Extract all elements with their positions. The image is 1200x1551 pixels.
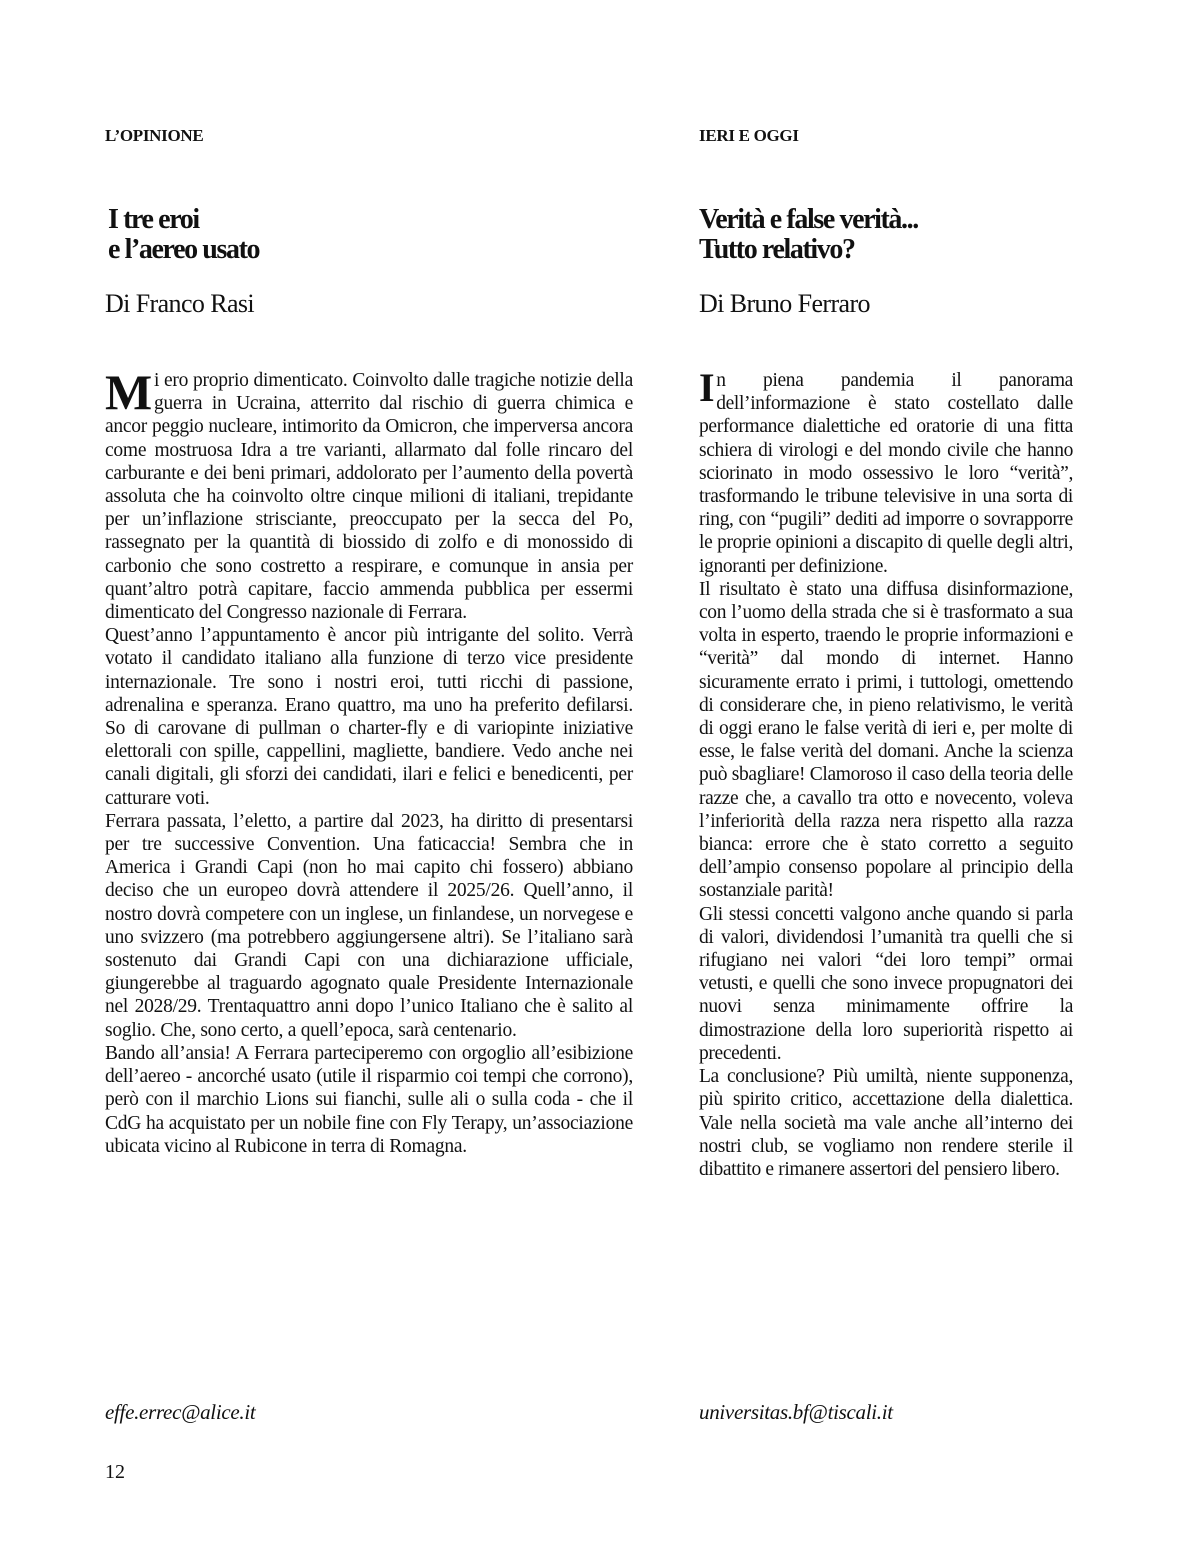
paragraph: Il risultato è stato una diffusa disinformazione, con l’uomo della strada che si è trasformato a sua volta in esperto, traendo le proprie informazioni e “verità” dal mondo di internet. Hanno sicuramente errato i primi, i tuttologi, omettendo di considerare che, in pieno relativismo, le verità di oggi erano le false verità di ieri e, per molte di esse, le false verità del domani. Anche la scienza può sbagliare! Clamoroso il caso della teoria delle razze che, a cavallo tra otto e novecento, voleva l’inferiorità della razza nera rispetto alla razza bianca: errore che è stato corretto a seguito dell’ampio consenso popolare al principio della sostanziale parità! bbox=[699, 578, 1073, 902]
paragraph: La conclusione? Più umiltà, niente supponenza, più spirito critico, accettazione della dialettica. Vale nella società ma vale anche all’interno dei nostri club, se vogliamo non rendere sterile il dibattito e rimanere assertori del pensiero libero. bbox=[699, 1066, 1073, 1180]
author-email: effe.errec@alice.it bbox=[105, 1400, 256, 1424]
title-line: Tutto relativo? bbox=[699, 234, 855, 265]
paragraph bbox=[105, 364, 633, 624]
page-number: 12 bbox=[105, 1461, 125, 1483]
byline: Di Franco Rasi bbox=[105, 289, 255, 318]
drop-cap: I bbox=[699, 365, 715, 410]
paragraph-text: i ero proprio dimenticato. Coinvolto dalle tragiche notizie della guerra in Ucraina, atterrito dal rischio di guerra chimica e ancor peggio nucleare, intimorito da Omicron, che imperversa ancora come mostruosa Idra a tre varianti, allarmato dal folle rincaro del carburante e dei beni primari, addolorato per l’aumento della povertà assoluta che ha coinvolto oltre cinque milioni di italiani, trepidante per un’inflazione strisciante, preoccupato per la secca del Po, rassegnato per la quantità di biossido di zolfo e di monossido di carbonio che sono costretto a respirare, e comunque in ansia per quant’altro potrà capitare, faccio ammenda pubblica per essermi dimenticato del Congresso nazionale di Ferrara. bbox=[105, 370, 633, 624]
paragraph: Quest’anno l’appuntamento è ancor più intrigante del solito. Verrà votato il candidato italiano alla funzione di terzo vice presidente internazionale. Tre sono i nostri eroi, tutti ricchi di passione, adrenalina e speranza. Erano quattro, ma uno ha preferito defilarsi. So di carovane di pullman o charter-fly e di variopinte iniziative elettorali con spille, cappellini, magliette, bandiere. Vedo anche nei canali digitali, gli sforzi dei candidati, ilari e felici e benedicenti, per catturare voti. bbox=[105, 625, 633, 809]
article-title bbox=[108, 205, 259, 265]
paragraph: Gli stessi concetti valgono anche quando si parla di valori, dividendosi l’umanità tra quelli che si rifugiano nei valori “dei loro tempi” ormai vetusti, e quelli che sono invece propugnatori dei nuovi senza minimamente offrire la dimostrazione della loro superiorità rispetto ai precedenti. bbox=[699, 903, 1073, 1064]
paragraph-text: n piena pandemia il panorama dell’informazione è stato costellato dalle performance dialettiche ed oratorie di una fitta schiera di virologi e del mondo civile che hanno sciorinato in modo ossessivo le loro “verità”, trasformando le tribune televisive in una sorta di ring, con “pugili” dediti ad imporre o sovrapporre le proprie opinioni a discapito di quelle degli altri, ignoranti per definizione. bbox=[699, 370, 1073, 577]
article-title bbox=[699, 205, 918, 265]
article-body bbox=[699, 365, 1073, 1181]
title-line: e l’aereo usato bbox=[108, 234, 260, 265]
paragraph: Bando all’ansia! A Ferrara parteciperemo con orgoglio all’esibizione dell’aereo - ancorché usato (utile il risparmio coi tempi che corrono), però con il marchio Lions sui fianchi, sulle ali o sulla coda - che il CdG ha acquistato per un nobile fine con Fly Terapy, un’associazione ubicata vicino al Rubicone in terra di Romagna. bbox=[105, 1042, 633, 1157]
article-body bbox=[105, 364, 633, 1158]
title-line: I tre eroi bbox=[108, 204, 199, 235]
title-line: Verità e false verità... bbox=[699, 204, 918, 235]
drop-cap: M bbox=[105, 364, 152, 420]
section-label: IERI E OGGI bbox=[699, 126, 799, 145]
section-label: L’OPINIONE bbox=[105, 126, 204, 145]
author-email: universitas.bf@tiscali.it bbox=[699, 1400, 893, 1424]
paragraph bbox=[699, 365, 1073, 578]
byline: Di Bruno Ferraro bbox=[699, 289, 870, 318]
paragraph: Ferrara passata, l’eletto, a partire dal 2023, ha diritto di presentarsi per tre successive Convention. Una faticaccia! Sembra che in America i Grandi Capi (non ho mai capito chi fossero) abbiano deciso che un europeo dovrà attendere il 2025/26. Quell’anno, il nostro dovrà competere con un inglese, un finlandese, un norvegese e uno svizzero (ma potrebbero aggiungersene altri). Se l’italiano sarà sostenuto dai Grandi Capi con una dichiarazione ufficiale, giungerebbe al traguardo agognato quale Presidente Internazionale nel 2028/29. Trentaquattro anni dopo l’unico Italiano che è salito al soglio. Che, sono certo, a quell’epoca, sarà centenario. bbox=[105, 810, 633, 1041]
left-article bbox=[105, 0, 633, 1551]
right-article bbox=[699, 0, 1073, 1551]
